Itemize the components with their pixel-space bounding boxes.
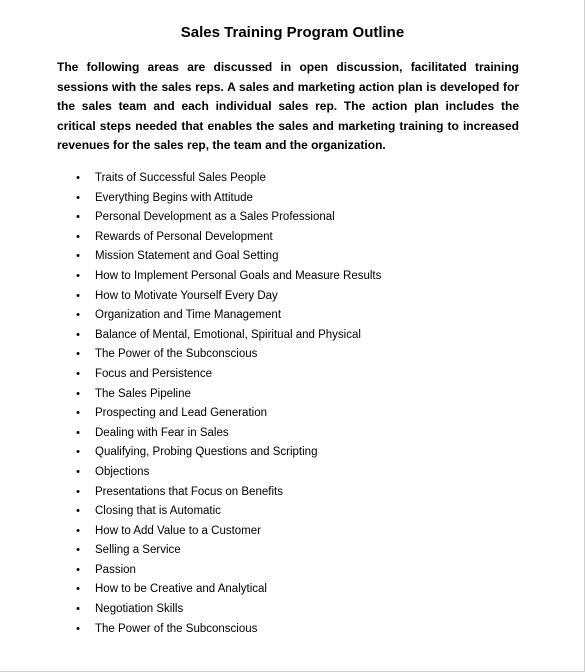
list-item-label: Selling a Service	[95, 544, 181, 557]
bullet-icon: •	[76, 211, 80, 224]
bullet-icon: •	[76, 289, 80, 302]
list-item-label: The Power of the Subconscious	[95, 348, 258, 361]
list-item	[0, 561, 585, 581]
bullet-icon: •	[76, 387, 80, 400]
list-item	[0, 326, 585, 346]
list-item	[0, 443, 585, 463]
list-item-label: Focus and Persistence	[95, 367, 212, 380]
bullet-icon: •	[76, 348, 80, 361]
list-item-label: Presentations that Focus on Benefits	[95, 485, 283, 498]
list-item-label: Qualifying, Probing Questions and Scripting	[95, 446, 318, 459]
list-item-label: Rewards of Personal Development	[95, 230, 273, 243]
bullet-icon: •	[76, 367, 80, 380]
list-item	[0, 502, 585, 522]
list-item	[0, 600, 585, 620]
bullet-icon: •	[76, 191, 80, 204]
list-item	[0, 345, 585, 365]
list-item	[0, 267, 585, 287]
bullet-icon: •	[76, 583, 80, 596]
list-item-label: How to Motivate Yourself Every Day	[95, 289, 278, 302]
bullet-icon: •	[76, 172, 80, 184]
bullet-icon: •	[76, 622, 80, 635]
list-item-label: How to Add Value to a Customer	[95, 524, 261, 537]
list-item-label: How to Implement Personal Goals and Measure Results	[95, 269, 382, 282]
list-item-label: Prospecting and Lead Generation	[95, 407, 267, 420]
list-item	[0, 483, 585, 503]
bullet-icon: •	[76, 230, 80, 243]
list-item	[0, 620, 585, 640]
bullet-icon: •	[76, 524, 80, 537]
intro-paragraph: The following areas are discussed in open discussion, facilitated training sessions with the sales reps. A sales and marketing action plan is developed for the sales team and each individual sales rep. The action plan includes the critical steps needed that enables the sales and marketing training to increased revenues for the sales rep, the team and the organization.	[57, 60, 519, 153]
list-item-label: Dealing with Fear in Sales	[95, 426, 229, 439]
list-item	[0, 228, 585, 248]
list-item	[0, 306, 585, 326]
bullet-icon: •	[76, 485, 80, 498]
bullet-icon: •	[76, 269, 80, 282]
list-item-label: Balance of Mental, Emotional, Spiritual and Physical	[95, 328, 361, 341]
bullet-icon: •	[76, 250, 80, 263]
bullet-icon: •	[76, 328, 80, 341]
list-item	[0, 287, 585, 307]
list-item-label: Organization and Time Management	[95, 309, 282, 322]
list-item-label: The Power of the Subconscious	[95, 622, 258, 635]
list-item	[0, 404, 585, 424]
bullet-icon: •	[76, 544, 80, 557]
document-title: Sales Training Program Outline	[180, 24, 405, 41]
list-item	[0, 541, 585, 561]
list-item-label: Personal Development as a Sales Professional	[95, 211, 335, 224]
list-item	[0, 580, 585, 600]
list-item-label: The Sales Pipeline	[95, 387, 191, 400]
list-item-label: Everything Begins with Attitude	[95, 191, 253, 204]
list-item	[0, 424, 585, 444]
bullet-icon: •	[76, 446, 80, 459]
bullet-icon: •	[76, 563, 80, 576]
list-item-label: Objections	[95, 465, 150, 478]
list-item	[0, 189, 585, 209]
list-item	[0, 522, 585, 542]
list-item	[0, 208, 585, 228]
list-item	[0, 247, 585, 267]
list-item-label: Traits of Successful Sales People	[95, 172, 266, 184]
list-item	[0, 385, 585, 405]
bullet-icon: •	[76, 426, 80, 439]
list-item-label: Closing that is Automatic	[95, 505, 221, 518]
bullet-icon: •	[76, 465, 80, 478]
bullet-icon: •	[76, 309, 80, 322]
list-item-label: Negotiation Skills	[95, 603, 184, 616]
bullet-icon: •	[76, 603, 80, 616]
list-item-label: Passion	[95, 563, 136, 576]
list-item-label: How to be Creative and Analytical	[95, 583, 267, 596]
list-item	[0, 365, 585, 385]
topic-list	[0, 169, 585, 639]
list-item-label: Mission Statement and Goal Setting	[95, 250, 279, 263]
list-item	[0, 463, 585, 483]
bullet-icon: •	[76, 505, 80, 518]
bullet-icon: •	[76, 407, 80, 420]
list-item	[0, 169, 585, 189]
